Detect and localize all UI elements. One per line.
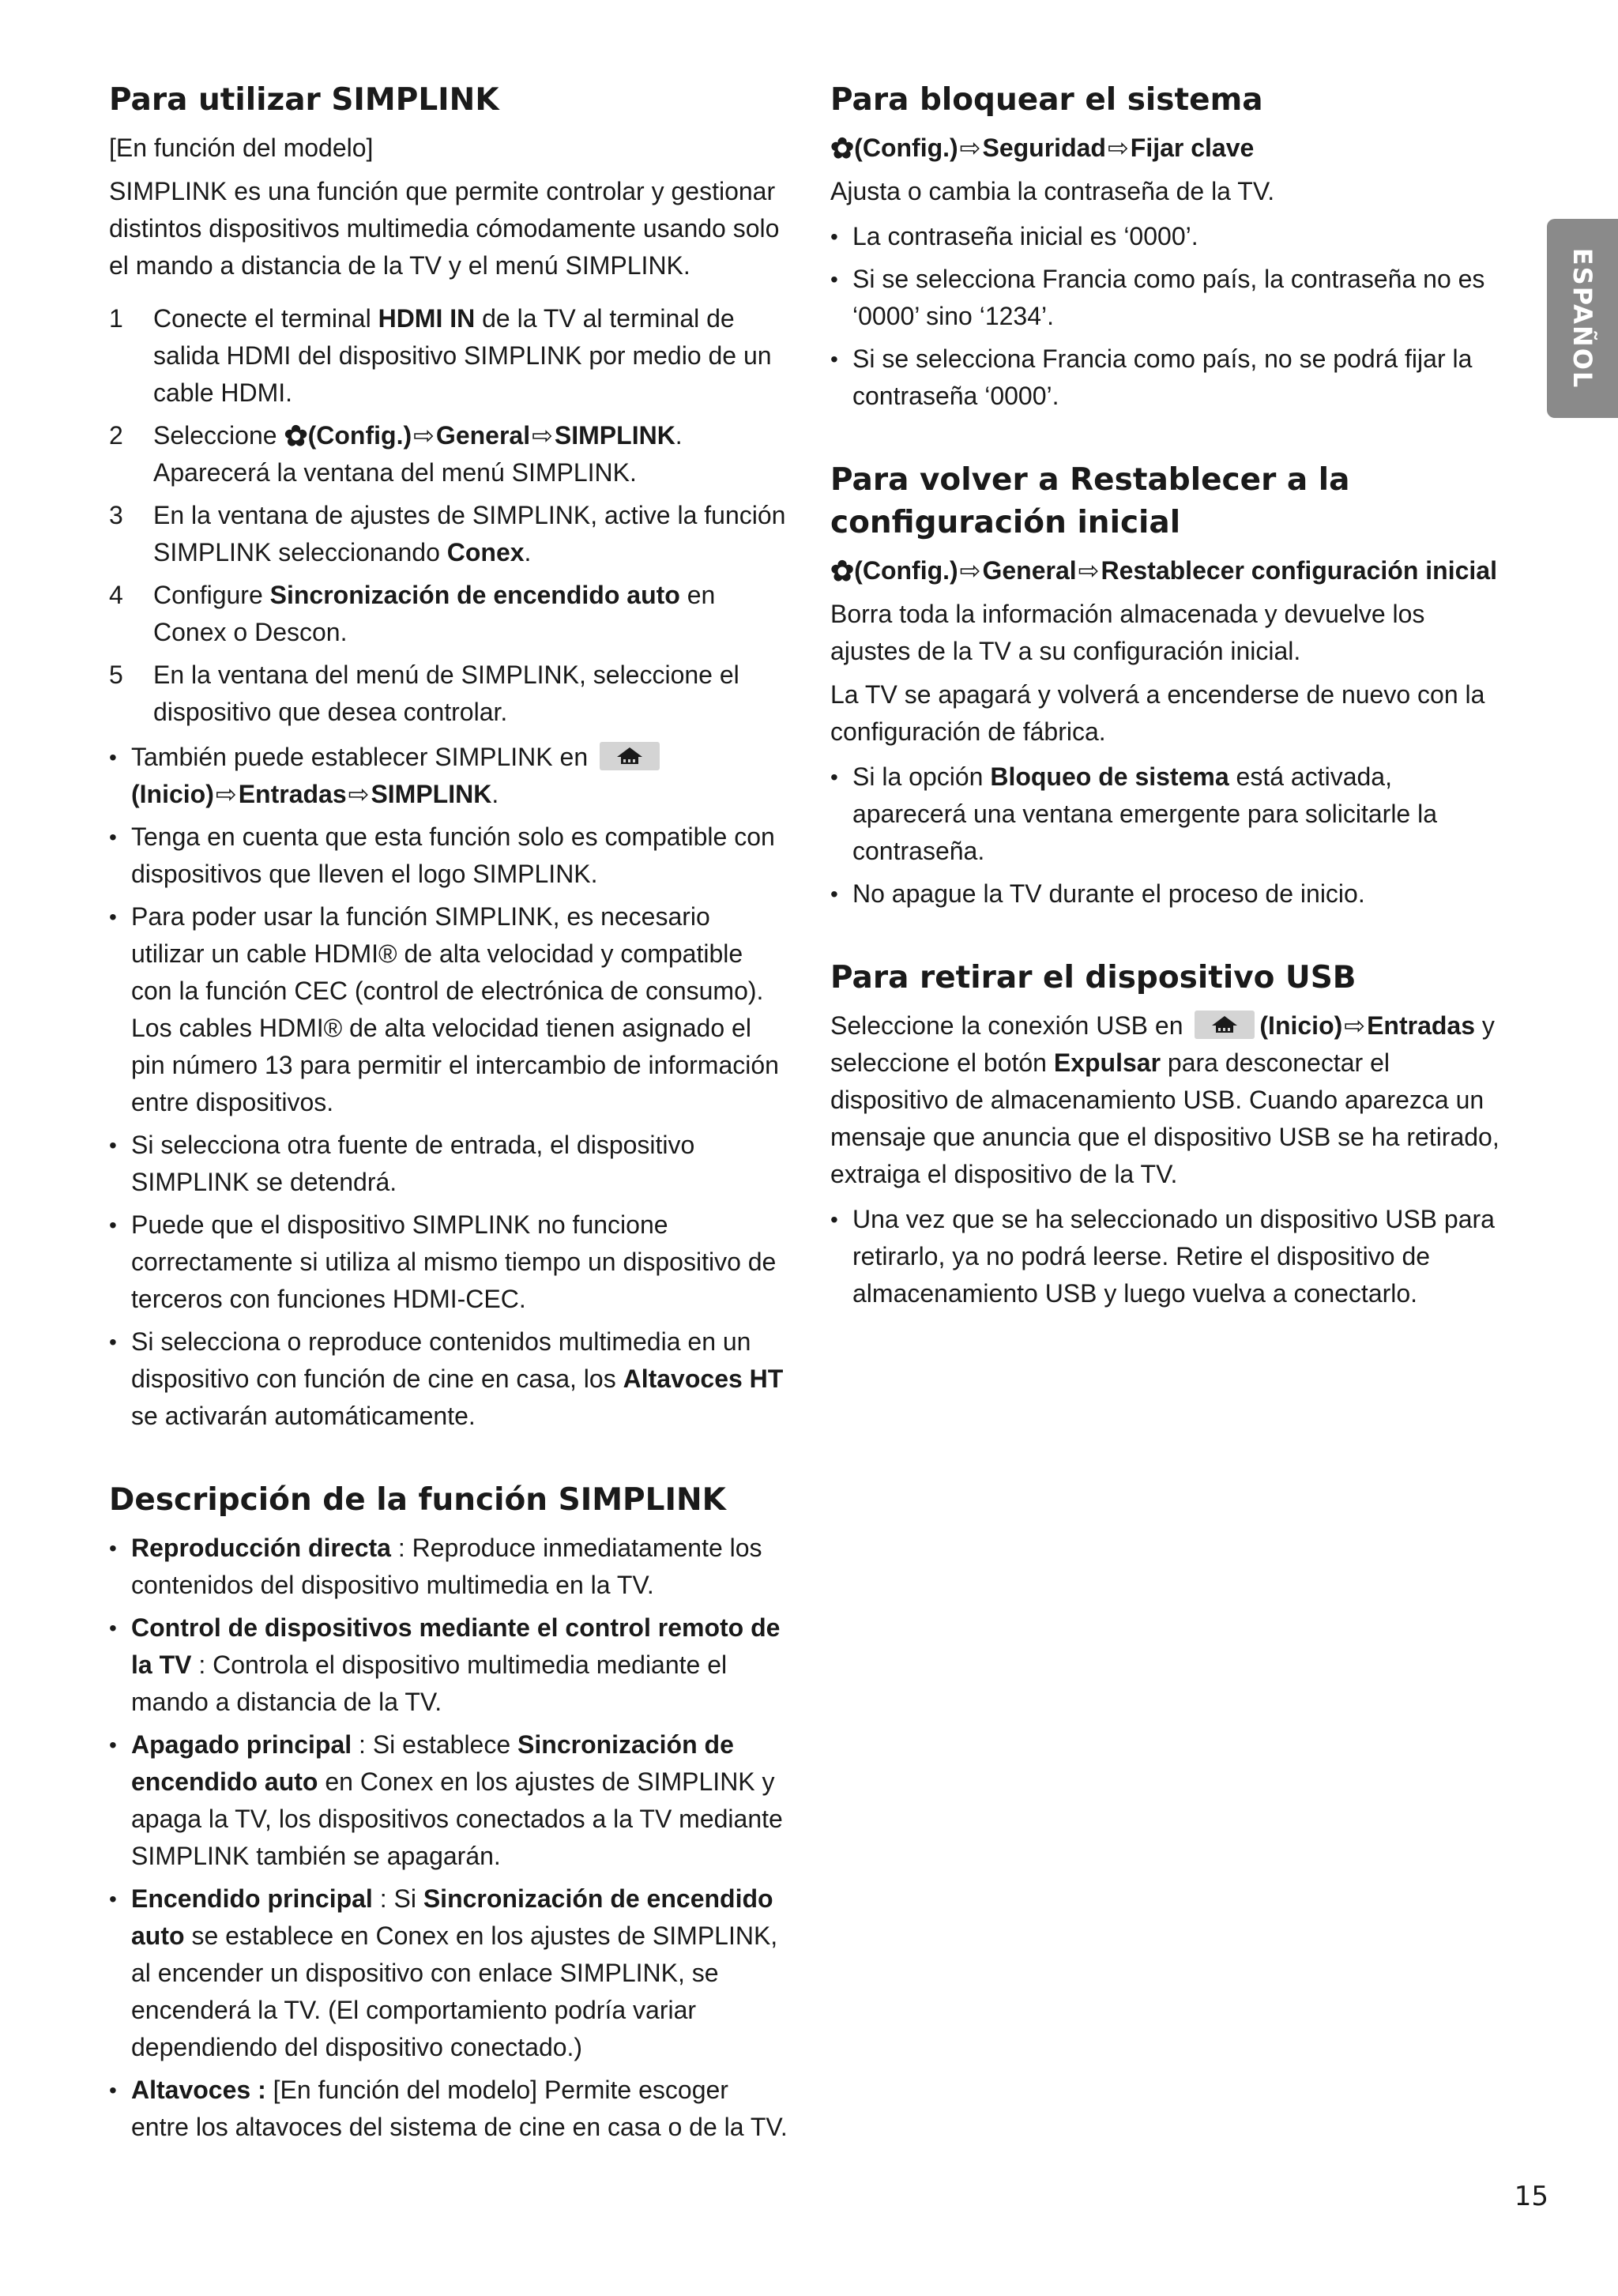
section-title: Para bloquear el sistema <box>830 82 1263 118</box>
step-item <box>109 577 788 651</box>
arrow-right-icon: ⇨ <box>215 780 237 808</box>
bullet: • <box>109 1330 117 1354</box>
step-text: Conecte el terminal HDMI IN de la TV al terminal de salida HDMI del dispositivo SIMPLINK por medio de un cable HDMI. <box>153 304 772 407</box>
section-title: Descripción de la función SIMPLINK <box>109 1482 726 1518</box>
bullet: • <box>830 224 838 249</box>
description: Borra toda la información almacenada y devuelve los ajustes de la TV a su configuración inicial. <box>830 600 1425 665</box>
bullet: • <box>830 765 838 789</box>
list-item: • Si selecciona otra fuente de entrada, el dispositivo SIMPLINK se detendrá. <box>109 1127 788 1201</box>
gear-icon: ✿ <box>830 555 855 587</box>
arrow-right-icon: ⇨ <box>959 134 981 162</box>
steps-list <box>109 300 788 731</box>
step-number: 1 <box>109 304 123 333</box>
section-usb <box>830 957 1510 1312</box>
gear-icon: ✿ <box>830 132 855 164</box>
menu-path: ✿(Config.)⇨Seguridad⇨Fijar clave <box>830 132 1255 164</box>
bullet: • <box>109 825 117 849</box>
bullet: • <box>109 1213 117 1237</box>
section-simplink <box>109 79 788 1435</box>
arrow-right-icon: ⇨ <box>959 556 981 585</box>
step-number: 5 <box>109 661 123 689</box>
list-item: • Una vez que se ha seleccionado un dispositivo USB para retirarlo, ya no podrá leerse. Retire el dispositivo de almacenamiento USB y luego vuelva a conectarlo. <box>830 1201 1510 1312</box>
list-item: • Si la opción Bloqueo de sistema está activada, aparecerá una ventana emergente para solicitarle la contraseña. <box>830 758 1510 870</box>
intro-paragraph: SIMPLINK es una función que permite controlar y gestionar distintos dispositivos multimedia cómodamente usando solo el mando a distancia de la TV y el menú SIMPLINK. <box>109 177 780 280</box>
list-item: • Apagado principal : Si establece Sincronización de encendido auto en Conex en los ajustes de SIMPLINK y apaga la TV, los dispositivos conectados a la TV mediante SIMPLINK también se apagarán. <box>109 1726 788 1875</box>
step-number: 3 <box>109 501 123 529</box>
home-icon <box>1195 1011 1255 1039</box>
list-item: • Control de dispositivos mediante el control remoto de la TV : Controla el dispositivo multimedia mediante el mando a distancia de la TV. <box>109 1609 788 1721</box>
bullet: • <box>109 1887 117 1911</box>
feature-list <box>109 1530 788 2146</box>
bullet: • <box>109 2078 117 2102</box>
section-title: Para volver a Restablecer a la configuración inicial <box>830 462 1350 540</box>
right-column <box>830 79 1510 1357</box>
description: Ajusta o cambia la contraseña de la TV. <box>830 177 1275 205</box>
page-number: 15 <box>1514 2181 1548 2212</box>
section-descripcion <box>109 1479 788 2146</box>
step-text: En la ventana de ajustes de SIMPLINK, active la función SIMPLINK seleccionando Conex. <box>153 501 786 566</box>
list-item: • Puede que el dispositivo SIMPLINK no funcione correctamente si utiliza al mismo tiempo un dispositivo de terceros con funciones HDMI-CEC. <box>109 1206 788 1318</box>
list-item: • También puede establecer SIMPLINK en (Inicio)⇨Entradas⇨SIMPLINK. <box>109 739 788 813</box>
list-item: • Tenga en cuenta que esta función solo es compatible con dispositivos que lleven el logo SIMPLINK. <box>109 819 788 893</box>
bullet: • <box>109 1733 117 1757</box>
list-item: • Si selecciona o reproduce contenidos multimedia en un dispositivo con función de cine en casa, los Altavoces HT se activarán automáticamente. <box>109 1323 788 1435</box>
left-column <box>109 79 788 2190</box>
list-item: • Encendido principal : Si Sincronización de encendido auto se establece en Conex en los ajustes de SIMPLINK, al encender un dispositivo con enlace SIMPLINK, se encenderá la TV. (El comportamiento podría variar dependiendo del dispositivo conectado.) <box>109 1880 788 2066</box>
list-item: • Reproducción directa : Reproduce inmediatamente los contenidos del dispositivo multimedia en la TV. <box>109 1530 788 1604</box>
bullet: • <box>830 267 838 292</box>
list-item: • Altavoces : [En función del modelo] Permite escoger entre los altavoces del sistema de cine en casa o de la TV. <box>109 2072 788 2146</box>
arrow-right-icon: ⇨ <box>1344 1011 1366 1040</box>
home-icon <box>600 742 660 770</box>
menu-path: ✿(Config.)⇨General⇨Restablecer configuración inicial <box>830 555 1497 587</box>
step-text: Configure Sincronización de encendido auto en Conex o Descon. <box>153 581 716 646</box>
step-item <box>109 300 788 412</box>
arrow-right-icon: ⇨ <box>1078 556 1100 585</box>
step-item <box>109 417 788 491</box>
notes-list <box>830 758 1510 913</box>
model-note: [En función del modelo] <box>109 134 374 162</box>
list-item: • Para poder usar la función SIMPLINK, es necesario utilizar un cable HDMI® de alta velocidad y compatible con la función CEC (control de electrónica de consumo). Los cables HDMI® de alta velocidad tienen asignado el pin número 13 para permitir el intercambio de información entre dispositivos. <box>109 898 788 1121</box>
notes-list <box>109 739 788 1435</box>
step-text: En la ventana del menú de SIMPLINK, seleccione el dispositivo que desea controlar. <box>153 661 739 726</box>
step-number: 2 <box>109 421 123 450</box>
list-item: • Si se selecciona Francia como país, no se podrá fijar la contraseña ‘0000’. <box>830 341 1510 415</box>
gear-icon: ✿ <box>284 420 308 452</box>
bullet: • <box>830 1207 838 1232</box>
step-number: 4 <box>109 581 123 609</box>
list-item: • La contraseña inicial es ‘0000’. <box>830 218 1510 255</box>
list-item: • No apague la TV durante el proceso de inicio. <box>830 875 1510 913</box>
bullet: • <box>109 1616 117 1640</box>
language-tab-label: ESPAÑOL <box>1567 247 1597 390</box>
bullet: • <box>830 882 838 906</box>
section-title: Para retirar el dispositivo USB <box>830 960 1356 996</box>
bullet: • <box>109 1536 117 1560</box>
arrow-right-icon: ⇨ <box>1107 134 1129 162</box>
list-item: • Si se selecciona Francia como país, la contraseña no es ‘0000’ sino ‘1234’. <box>830 261 1510 335</box>
arrow-right-icon: ⇨ <box>413 421 435 450</box>
description: Seleccione la conexión USB en (Inicio)⇨Entradas y seleccione el botón Expulsar para desconectar el dispositivo de almacenamiento USB. Cuando aparezca un mensaje que anuncia que el dispositivo USB se ha retirado, extraiga el dispositivo de la TV. <box>830 1011 1499 1188</box>
description: La TV se apagará y volverá a encenderse de nuevo con la configuración de fábrica. <box>830 680 1485 746</box>
arrow-right-icon: ⇨ <box>532 421 553 450</box>
language-tab <box>1547 219 1618 418</box>
step-text: Seleccione ✿(Config.)⇨General⇨SIMPLINK. Aparecerá la ventana del menú SIMPLINK. <box>153 420 683 487</box>
arrow-right-icon: ⇨ <box>348 780 370 808</box>
section-title: Para utilizar SIMPLINK <box>109 82 499 118</box>
bullet: • <box>109 745 117 770</box>
bullet: • <box>109 1133 117 1157</box>
notes-list <box>830 218 1510 415</box>
bullet: • <box>830 347 838 371</box>
section-bloquear <box>830 79 1510 415</box>
step-item <box>109 497 788 571</box>
section-restablecer <box>830 459 1510 913</box>
bullet: • <box>109 905 117 929</box>
step-item <box>109 657 788 731</box>
notes-list <box>830 1201 1510 1312</box>
